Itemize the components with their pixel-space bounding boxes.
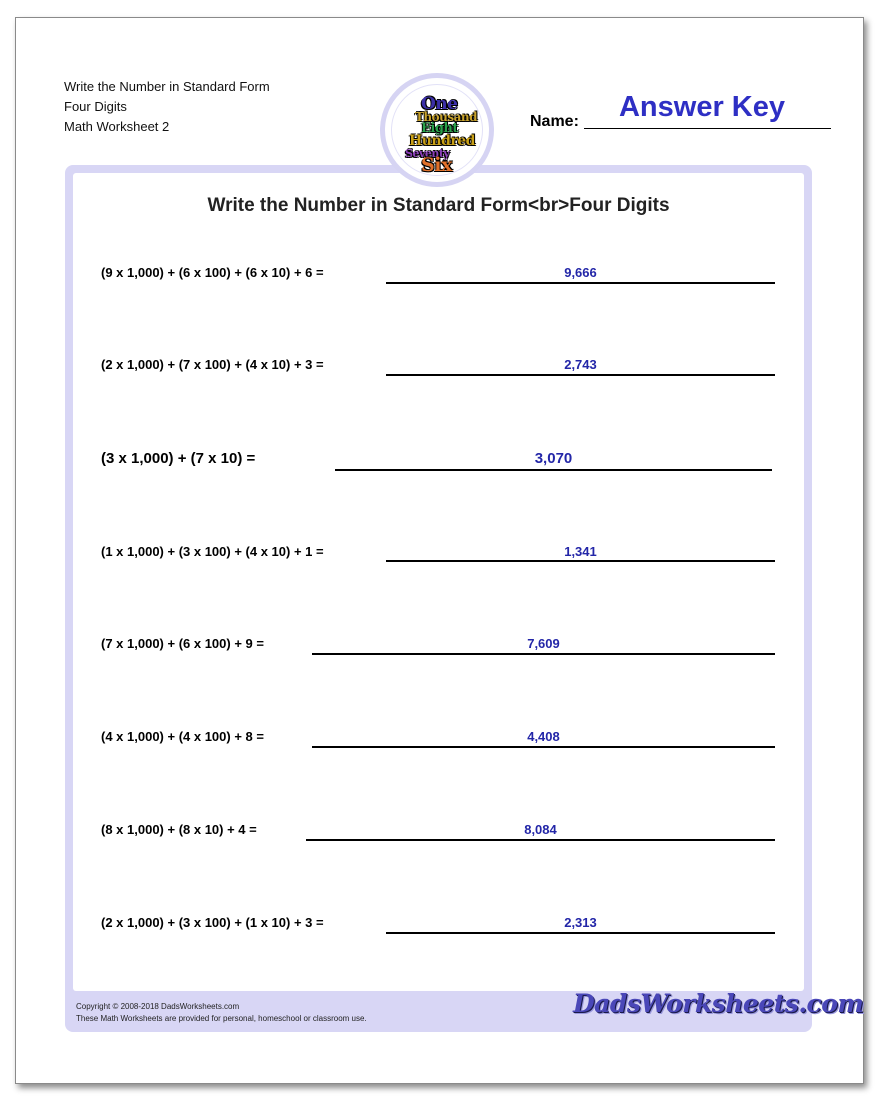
problem-answer: 2,313	[564, 915, 597, 930]
answer-key-label: Answer Key	[618, 91, 785, 123]
problem-expression: (7 x 1,000) + (6 x 100) + 9 =	[101, 636, 264, 651]
answer-line	[335, 469, 772, 471]
problem-row	[73, 630, 804, 670]
header-subtitle: Four Digits	[64, 99, 127, 114]
problem-row	[73, 443, 804, 483]
worksheet-frame	[65, 165, 864, 1032]
problem-expression: (4 x 1,000) + (4 x 100) + 8 =	[101, 729, 264, 744]
problem-answer: 3,070	[534, 450, 573, 467]
worksheet-page	[15, 17, 864, 1084]
answer-line	[312, 746, 775, 748]
problem-expression: (8 x 1,000) + (8 x 10) + 4 =	[101, 822, 257, 837]
logo-word-hundred: Hundred	[409, 133, 475, 149]
problem-expression: (2 x 1,000) + (7 x 100) + (4 x 10) + 3 =	[101, 357, 324, 372]
problem-row	[73, 351, 804, 391]
worksheet-logo	[380, 73, 494, 187]
worksheet-title: Write the Number in Standard Form<br>Four Digits	[207, 195, 670, 216]
footer-copyright-block	[76, 1001, 367, 1025]
usage-notice: These Math Worksheets are provided for personal, homeschool or classroom use.	[76, 1014, 367, 1023]
header-title: Write the Number in Standard Form	[64, 79, 270, 94]
answer-line	[306, 839, 775, 841]
name-field-line	[584, 128, 831, 129]
problem-expression: (3 x 1,000) + (7 x 10) =	[101, 450, 256, 467]
problem-row	[73, 538, 804, 578]
logo-word-eight: Eight	[421, 121, 458, 136]
problem-expression: (9 x 1,000) + (6 x 100) + (6 x 10) + 6 =	[101, 265, 324, 280]
problem-answer: 2,743	[564, 357, 597, 372]
answer-line	[386, 560, 775, 562]
copyright-text: Copyright © 2008-2018 DadsWorksheets.com	[76, 1002, 240, 1011]
answer-line	[312, 653, 775, 655]
dadsworksheets-logo[interactable]: DadsWorksheets.com	[573, 989, 864, 1018]
logo-word-thousand: Thousand	[415, 110, 478, 124]
answer-line	[386, 282, 775, 284]
problem-answer: 9,666	[564, 265, 597, 280]
name-label: Name:	[530, 113, 579, 130]
problem-expression: (1 x 1,000) + (3 x 100) + (4 x 10) + 1 =	[101, 544, 324, 559]
problem-row	[73, 723, 804, 763]
problem-row	[73, 259, 804, 299]
problem-answer: 7,609	[527, 636, 560, 651]
problem-answer: 4,408	[527, 729, 560, 744]
logo-word-one: One	[421, 94, 458, 114]
problem-row	[73, 909, 804, 949]
worksheet-body	[73, 173, 804, 991]
answer-line	[386, 374, 775, 376]
answer-line	[386, 932, 775, 934]
logo-word-seventy: Seventy	[405, 147, 450, 160]
header-info	[64, 77, 270, 137]
logo-word-six: Six	[421, 154, 452, 176]
problem-answer: 8,084	[524, 822, 557, 837]
problem-expression: (2 x 1,000) + (3 x 100) + (1 x 10) + 3 =	[101, 915, 324, 930]
problem-row	[73, 816, 804, 856]
problem-answer: 1,341	[564, 544, 597, 559]
header-worksheet-number: Math Worksheet 2	[64, 119, 170, 134]
